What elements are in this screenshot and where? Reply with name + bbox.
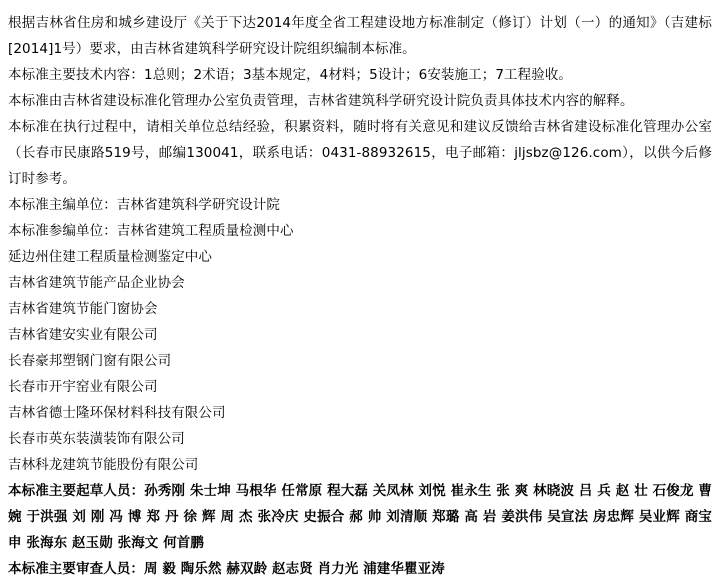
paragraph-participating-units: 本标准参编单位：吉林省建筑工程质量检测中心	[8, 223, 294, 239]
paragraph-feedback: 本标准在执行过程中，请相关单位总结经验，积累资料，随时将有关意见和建议反馈给吉林省建设标准化管理办公室（长春市民康路519号，邮编130041，联系电话：0431-88932615，电子邮箱：jljsbz@126.com），以供今后修订时参考。	[8, 119, 712, 187]
paragraph-unit-7: 长春市开宇窑业有限公司	[8, 379, 158, 395]
paragraph-management: 本标准由吉林省建设标准化管理办公室负责管理，吉林省建筑科学研究设计院负责具体技术内容的解释。	[8, 93, 634, 109]
paragraph-unit-10: 吉林科龙建筑节能股份有限公司	[8, 457, 199, 473]
paragraph-chief-editor: 本标准主编单位：吉林省建筑科学研究设计院	[8, 197, 280, 213]
paragraph-unit-2: 延边州住建工程质量检测鉴定中心	[8, 249, 212, 265]
paragraph-drafters: 本标准主要起草人员：孙秀刚 朱士坤 马根华 任常原 程大磊 关凤林 刘悦 崔永生 张 爽 林晓波 吕 兵 赵 壮 石俊龙 曹婉 于洪强 刘 刚 冯 博 郑 丹 徐 辉 周 杰 张冷庆 史振合 郝 帅 刘清顺 郑璐 高 岩 姜洪伟 吴宣法 房忠辉 吴业辉 商宝申 张海东 赵玉勋 张海文 何首鹏	[8, 483, 712, 551]
paragraph-reviewers: 本标准主要审查人员：周 毅 陶乐然 赫双龄 赵志贤 肖力光 浦建华瞿亚涛	[8, 561, 445, 577]
paragraph-unit-3: 吉林省建筑节能产品企业协会	[8, 275, 185, 291]
paragraph-unit-8: 吉林省德士隆环保材料科技有限公司	[8, 405, 226, 421]
paragraph-unit-4: 吉林省建筑节能门窗协会	[8, 301, 158, 317]
paragraph-content: 本标准主要技术内容：1总则；2术语；3基本规定，4材料；5设计；6安装施工；7工程验收。	[8, 67, 573, 83]
paragraph-unit-9: 长春市英东装潢装饰有限公司	[8, 431, 185, 447]
paragraph-basis: 根据吉林省住房和城乡建设厅《关于下达2014年度全省工程建设地方标准制定（修订）计划（一）的通知》（吉建标[2014]1号）要求，由吉林省建筑科学研究设计院组织编制本标准。	[8, 15, 712, 57]
paragraph-unit-6: 长春豪邦塑钢门窗有限公司	[8, 353, 172, 369]
paragraph-unit-5: 吉林省建安实业有限公司	[8, 327, 158, 343]
